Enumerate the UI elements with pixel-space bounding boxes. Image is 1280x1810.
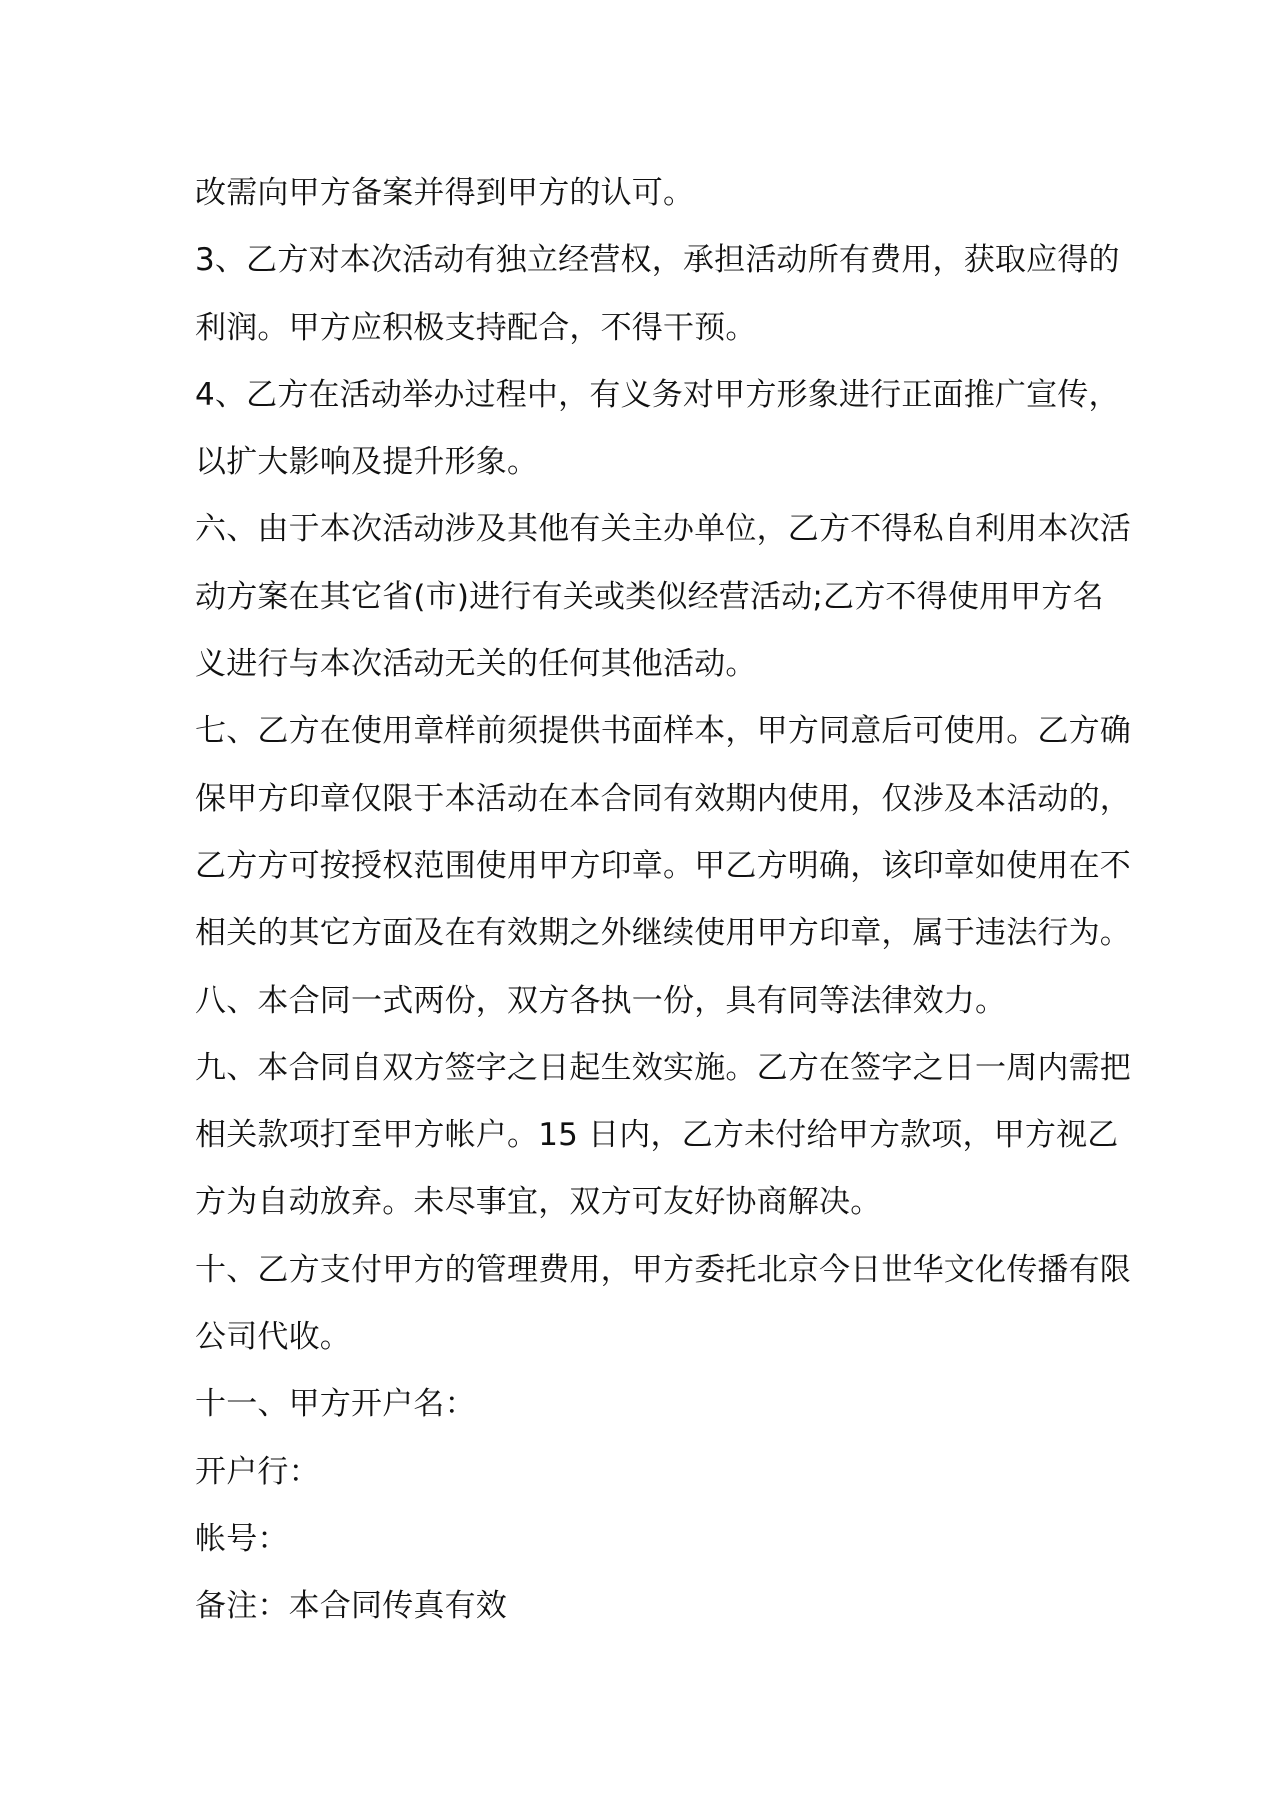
text-line: 4、乙方在活动举办过程中，有义务对甲方形象进行正面推广宣传， [195, 376, 1120, 413]
text-line: 乙方方可按授权范围使用甲方印章。甲乙方明确，该印章如使用在不 [195, 847, 1131, 884]
text-line: 相关的其它方面及在有效期之外继续使用甲方印章，属于违法行为。 [195, 915, 1131, 952]
text-line: 利润。甲方应积极支持配合，不得干预。 [195, 309, 757, 346]
text-line: 方为自动放弃。未尽事宜，双方可友好协商解决。 [195, 1184, 882, 1221]
text-line: 七、乙方在使用章样前须提供书面样本，甲方同意后可使用。乙方确 [195, 713, 1131, 750]
text-line: 八、本合同一式两份，双方各执一份，具有同等法律效力。 [195, 982, 1007, 1019]
text-line: 六、由于本次活动涉及其他有关主办单位，乙方不得私自利用本次活 [195, 511, 1131, 548]
text-line: 开户行： [195, 1453, 320, 1490]
text-line: 十一、甲方开户名： [195, 1386, 476, 1423]
text-line: 备注：本合同传真有效 [195, 1588, 507, 1625]
text-line: 改需向甲方备案并得到甲方的认可。 [195, 175, 695, 211]
text-line: 保甲方印章仅限于本活动在本合同有效期内使用，仅涉及本活动的， [195, 780, 1131, 817]
text-line: 帐号： [195, 1520, 289, 1557]
text-line: 九、本合同自双方签字之日起生效实施。乙方在签字之日一周内需把 [195, 1049, 1131, 1086]
text-line: 3、乙方对本次活动有独立经营权，承担活动所有费用，获取应得的 [195, 242, 1120, 279]
contract-body [195, 160, 1131, 1641]
text-line: 十、乙方支付甲方的管理费用，甲方委托北京今日世华文化传播有限 [195, 1251, 1131, 1288]
text-line: 以扩大影响及提升形象。 [195, 444, 539, 481]
text-line: 动方案在其它省(市)进行有关或类似经营活动;乙方不得使用甲方名 [195, 578, 1104, 615]
text-line: 相关款项打至甲方帐户。15 日内，乙方未付给甲方款项，甲方视乙 [195, 1117, 1119, 1154]
text-line: 公司代收。 [195, 1319, 351, 1356]
text-line: 义进行与本次活动无关的任何其他活动。 [195, 646, 757, 683]
